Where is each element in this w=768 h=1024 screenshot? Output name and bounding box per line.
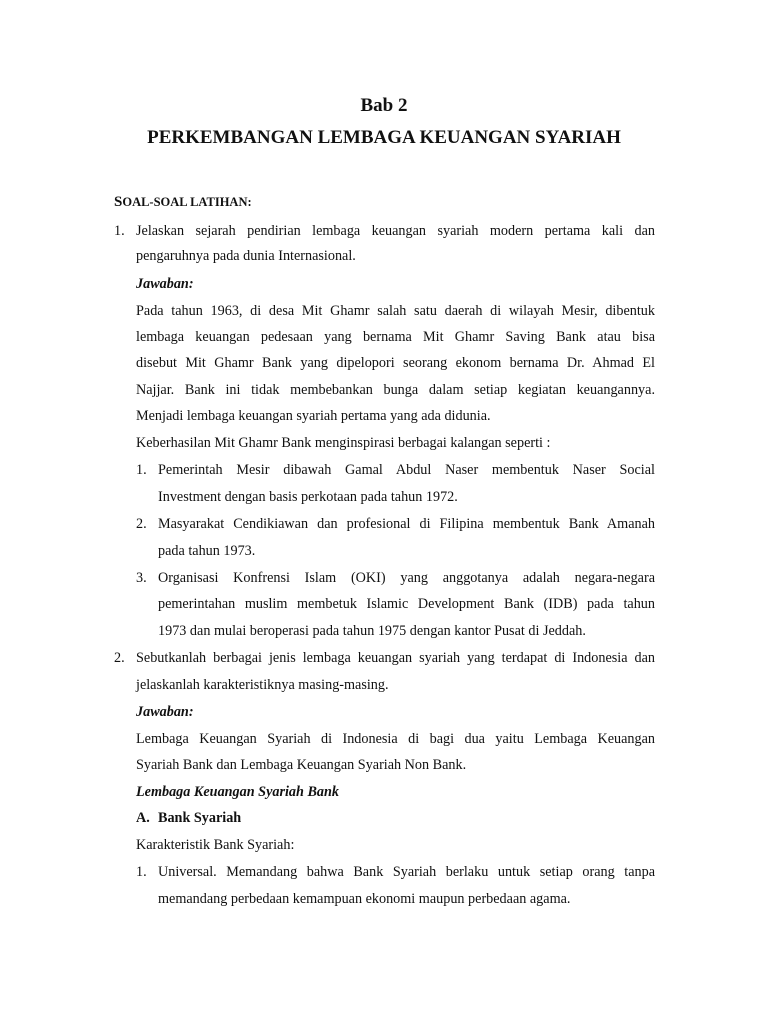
list-item-line: Universal. Memandang bahwa Bank Syariah berlaku untuk setiap orang tanpa: [158, 864, 655, 880]
list-item-line: Organisasi Konfrensi Islam (OKI) yang anggotanya adalah negara-negara: [158, 570, 655, 586]
list-item-number: 3.: [136, 570, 147, 586]
question-1-line: Jelaskan sejarah pendirian lembaga keuangan syariah modern pertama kali dan: [136, 223, 655, 239]
subsection-heading: Lembaga Keuangan Syariah Bank: [136, 784, 339, 800]
answer-paragraph-line: Pada tahun 1963, di desa Mit Ghamr salah satu daerah di wilayah Mesir, dibentuk: [136, 303, 655, 319]
question-2-number: 2.: [114, 650, 125, 666]
question-1-number: 1.: [114, 223, 125, 239]
question-1-line: pengaruhnya pada dunia Internasional.: [136, 248, 356, 264]
list-item-line: Pemerintah Mesir dibawah Gamal Abdul Naser membentuk Naser Social: [158, 462, 655, 478]
answer-paragraph-line: Lembaga Keuangan Syariah di Indonesia di bagi dua yaitu Lembaga Keuangan: [136, 731, 655, 747]
section-heading-initial: S: [114, 194, 123, 210]
answer-intro: Keberhasilan Mit Ghamr Bank menginspirasi berbagai kalangan seperti :: [136, 435, 551, 451]
list-item-line: pada tahun 1973.: [158, 543, 256, 559]
list-item-line: Investment dengan basis perkotaan pada tahun 1972.: [158, 489, 458, 505]
subsection-a-number: A.: [136, 810, 150, 826]
section-heading: [114, 194, 252, 210]
list-item-number: 1.: [136, 864, 147, 880]
chapter-number: Bab 2: [360, 95, 408, 116]
list-item-line: memandang perbedaan kemampuan ekonomi maupun perbedaan agama.: [158, 891, 571, 907]
subsection-a-title: Bank Syariah: [158, 810, 242, 826]
answer-paragraph-line: Menjadi lembaga keuangan syariah pertama yang ada didunia.: [136, 408, 491, 424]
section-heading-rest: OAL-SOAL LATIHAN:: [122, 195, 252, 209]
characteristics-intro: Karakteristik Bank Syariah:: [136, 837, 295, 853]
answer-label: Jawaban:: [136, 704, 194, 720]
list-item-number: 2.: [136, 516, 147, 532]
question-2-line: jelaskanlah karakteristiknya masing-masing.: [136, 677, 389, 693]
chapter-title: PERKEMBANGAN LEMBAGA KEUANGAN SYARIAH: [147, 127, 621, 148]
list-item-line: Masyarakat Cendikiawan dan profesional di Filipina membentuk Bank Amanah: [158, 516, 655, 532]
list-item-line: pemerintahan muslim membetuk Islamic Development Bank (IDB) pada tahun: [158, 596, 655, 612]
answer-paragraph-line: Najjar. Bank ini tidak membebankan bunga dalam setiap kegiatan keuangannya.: [136, 382, 655, 398]
answer-paragraph-line: lembaga keuangan pedesaan yang bernama Mit Ghamr Saving Bank atau bisa: [136, 329, 655, 345]
answer-label: Jawaban:: [136, 276, 194, 292]
list-item-number: 1.: [136, 462, 147, 478]
answer-paragraph-line: Syariah Bank dan Lembaga Keuangan Syariah Non Bank.: [136, 757, 467, 773]
question-2-line: Sebutkanlah berbagai jenis lembaga keuangan syariah yang terdapat di Indonesia dan: [136, 650, 655, 666]
list-item-line: 1973 dan mulai beroperasi pada tahun 1975 dengan kantor Pusat di Jeddah.: [158, 623, 586, 639]
answer-paragraph-line: disebut Mit Ghamr Bank yang dipelopori seorang ekonom bernama Dr. Ahmad El: [136, 355, 655, 371]
